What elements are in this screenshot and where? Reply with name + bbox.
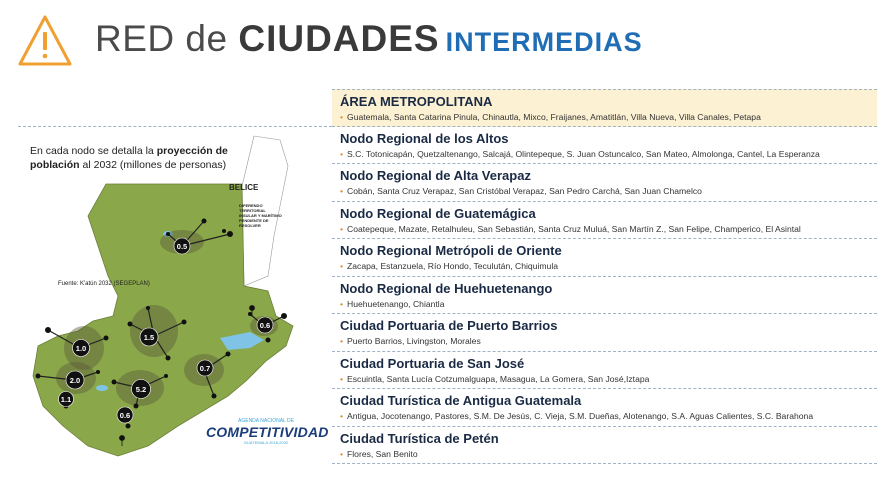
region-items-text: Antigua, Jocotenango, Pastores, S.M. De Jesús, C. Vieja, S.M. Dueñas, Alotenango, S.A. Aguas Calientes, S.C. Barahona: [347, 411, 814, 421]
region-items-text: Huehuetenango, Chiantla: [347, 298, 445, 309]
region-row: [332, 89, 877, 127]
node-value-label: 1.0: [75, 344, 87, 353]
title-part3: INTERMEDIAS: [445, 27, 643, 57]
region-items: [340, 336, 481, 346]
region-title: ÁREA METROPOLITANA: [340, 94, 493, 109]
region-items-text: Escuintla, Santa Lucía Cotzumalguapa, Masagua, La Gomera, San José,Iztapa: [347, 373, 650, 384]
bullet-icon: •: [340, 336, 344, 346]
node-value-label: 1.1: [60, 395, 72, 404]
region-items: [340, 186, 702, 196]
node-value-label: 0.6: [259, 321, 271, 330]
region-items: [340, 112, 761, 122]
logo-top: AGENDA NACIONAL DE: [238, 418, 294, 424]
region-row: [332, 427, 877, 465]
region-items-text: Guatemala, Santa Catarina Pinula, Chinautla, Mixco, Fraijanes, Amatitlán, Villa Nueva, Villa Canales, Petapa: [347, 112, 761, 122]
region-row: [332, 164, 877, 202]
region-items: [340, 224, 801, 234]
bullet-icon: •: [340, 448, 344, 459]
region-row: [332, 314, 877, 352]
node-value-label: 5.2: [135, 385, 147, 394]
bullet-icon: •: [340, 411, 344, 421]
region-items: [340, 299, 445, 309]
node-value-label: 1.5: [143, 333, 155, 342]
region-title: Nodo Regional de Alta Verapaz: [340, 168, 531, 183]
region-items: [340, 261, 558, 271]
region-items-text: Puerto Barrios, Livingston, Morales: [347, 336, 481, 346]
region-title: Nodo Regional Metrópoli de Oriente: [340, 243, 562, 258]
page-title: [95, 18, 643, 62]
title-part2: CIUDADES: [238, 18, 440, 59]
region-row: [332, 127, 877, 165]
bullet-icon: •: [340, 298, 344, 309]
region-row: [332, 202, 877, 240]
region-items: [340, 149, 820, 159]
warning-triangle-icon: [17, 14, 73, 68]
map-source: Fuente: K'atún 2032 (SEGEPLAN): [58, 281, 150, 287]
region-items: [340, 449, 418, 459]
region-items: [340, 411, 813, 421]
belize-note: DIFERENDO TERRITORIAL INSULAR Y MARÍTIMO PENDIENTE DE RESOLVER: [239, 203, 282, 228]
competitividad-logo: [206, 418, 329, 458]
bullet-icon: •: [340, 112, 344, 122]
region-row: [332, 277, 877, 315]
node-value-label: 0.6: [119, 411, 131, 420]
region-items-text: Coatepeque, Mazate, Retalhuleu, San Sebastián, Santa Cruz Muluá, San Martín Z., San Felipe, Champerico, El Asintal: [347, 223, 801, 234]
node-value-label: 2.0: [69, 376, 81, 385]
region-items-text: Cobán, Santa Cruz Verapaz, San Cristóbal Verapaz, San Pedro Carchá, San Juan Chamelco: [347, 186, 702, 196]
map-note-prefix: En cada nodo se detalla la: [30, 145, 157, 157]
region-items-text: Zacapa, Estanzuela, Río Hondo, Teculután, Chiquimula: [347, 261, 559, 271]
logo-main: COMPETITIVIDAD: [206, 424, 329, 440]
region-title: Nodo Regional de Guatemágica: [340, 205, 536, 221]
region-items: [340, 374, 649, 384]
region-row: [332, 389, 877, 427]
bullet-icon: •: [340, 148, 344, 159]
bullet-icon: •: [340, 223, 344, 234]
region-row: [332, 239, 877, 277]
region-row: [332, 352, 877, 390]
node-value-label: 0.7: [199, 364, 211, 373]
region-title: Nodo Regional de Huehuetenango: [340, 280, 553, 296]
belize-label: BELICE: [229, 183, 259, 192]
map-note-bold: proyección de población: [30, 145, 228, 171]
region-title: Ciudad Portuaria de San José: [340, 355, 525, 371]
logo-sub: GUATEMALA 2018-2032: [243, 440, 289, 445]
region-list: [332, 89, 877, 464]
region-items-text: S.C. Totonicapán, Quetzaltenango, Salcajá, Olintepeque, S. Juan Ostuncalco, San Mateo, Almolonga, Cantel, La Esperanza: [347, 148, 820, 159]
node-value-label: 0.5: [176, 242, 188, 251]
region-title: Ciudad Portuaria de Puerto Barrios: [340, 318, 558, 333]
region-title: Nodo Regional de los Altos: [340, 130, 509, 146]
bullet-icon: •: [340, 373, 344, 384]
region-title: Ciudad Turística de Petén: [340, 430, 499, 446]
bullet-icon: •: [340, 186, 344, 196]
map-note-suffix: al 2032 (millones de personas): [79, 159, 227, 171]
region-title: Ciudad Turística de Antigua Guatemala: [340, 393, 582, 408]
title-part1: RED de: [95, 18, 239, 59]
bullet-icon: •: [340, 261, 344, 271]
region-items-text: Flores, San Benito: [347, 448, 418, 459]
map-note: [30, 144, 240, 172]
